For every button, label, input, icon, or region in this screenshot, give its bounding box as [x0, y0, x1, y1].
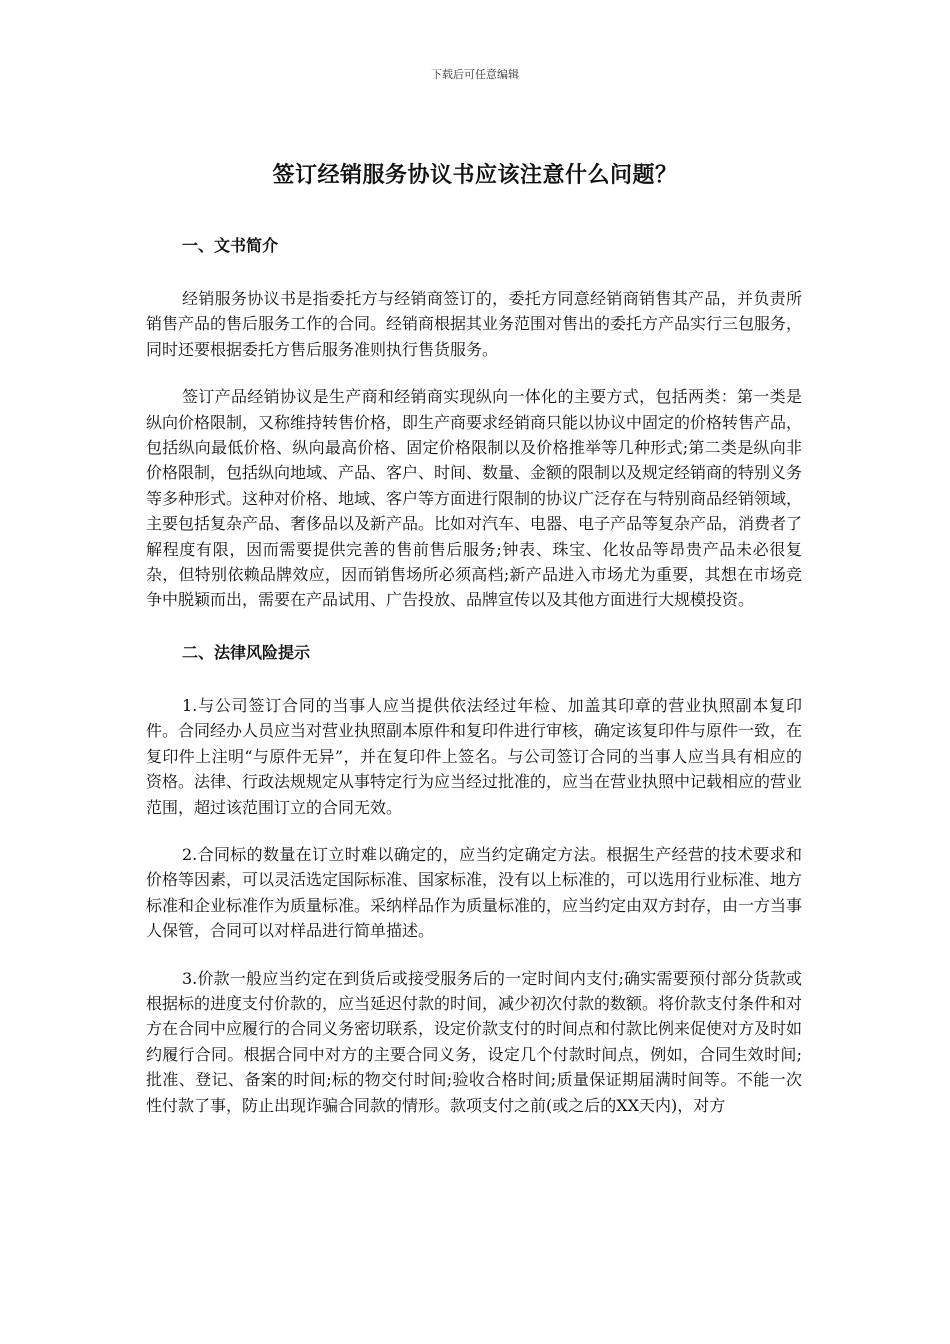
document-title: 签订经销服务协议书应该注意什么问题？ [272, 163, 678, 188]
page-header-note: 下载后可任意编辑 [431, 68, 519, 81]
paragraph: 3.价款一般应当约定在到货后或接受服务后的一定时间内支付;确实需要预付部分货款或根据标的进度支付价款的，应当延迟付款的时间，减少初次付款的数额。将价款支付条件和对方在合同中应履行的合同义务密切联系，设定价款支付的时间点和付款比例来促使对方及时如约履行合同。根据合同中对方的主要合同义务，设定几个付款时间点，例如，合同生效时间;批准、登记、备案的时间;标的物交付时间;验收合格时间;质量保证期届满时间等。不能一次性付款了事，防止出现诈骗合同款的情形。款项支付之前(或之后的XX天内)，对方 [146, 968, 803, 1115]
section-heading: 一、文书简介 [182, 236, 279, 255]
paragraph: 2.合同标的数量在订立时难以确定的，应当约定确定方法。根据生产经营的技术要求和价格等因素，可以灵活选定国际标准、国家标准，没有以上标准的，可以选用行业标准、地方标准和企业标准作为质量标准。采纳样品作为质量标准的，应当约定由双方封存，由一方当事人保管，合同可以对样品进行简单描述。 [146, 844, 803, 941]
section-legal-risks [146, 639, 802, 1118]
document-body [146, 232, 802, 1118]
paragraph: 签订产品经销协议是生产商和经销商实现纵向一体化的主要方式，包括两类：第一类是纵向价格限制，又称维持转售价格，即生产商要求经销商只能以协议中固定的价格转售产品，包括纵向最低价格、纵向最高价格、固定价格限制以及价格推举等几种形式;第二类是纵向非价格限制，包括纵向地域、产品、客户、时间、数量、金额的限制以及规定经销商的特别义务等多种形式。这种对价格、地域、客户等方面进行限制的协议广泛存在与特别商品经销领域，主要包括复杂产品、奢侈品以及新产品。比如对汽车、电器、电子产品等复杂产品，消费者了解程度有限，因而需要提供完善的售前售后服务;钟表、珠宝、化妆品等昂贵产品未必很复杂，但特别依赖品牌效应，因而销售场所必须高档;新产品进入市场尤为重要，其想在市场竞争中脱颖而出，需要在产品试用、广告投放、品牌宣传以及其他方面进行大规模投资。 [146, 387, 803, 610]
paragraph: 经销服务协议书是指委托方与经销商签订的，委托方同意经销商销售其产品，并负责所销售产品的售后服务工作的合同。经销商根据其业务范围对售出的委托方产品实行三包服务，同时还要根据委托方售后服务准则执行售货服务。 [146, 289, 803, 359]
paragraph: 1.与公司签订合同的当事人应当提供依法经过年检、加盖其印章的营业执照副本复印件。合同经办人员应当对营业执照副本原件和复印件进行审核，确定该复印件与原件一致，在复印件上注明“与原件无异”，并在复印件上签名。与公司签订合同的当事人应当具有相应的资格。法律、行政法规规定从事特定行为应当经过批准的，应当在营业执照中记载相应的营业范围，超过该范围订立的合同无效。 [146, 695, 803, 817]
section-intro [146, 232, 802, 613]
section-heading: 二、法律风险提示 [182, 642, 311, 662]
